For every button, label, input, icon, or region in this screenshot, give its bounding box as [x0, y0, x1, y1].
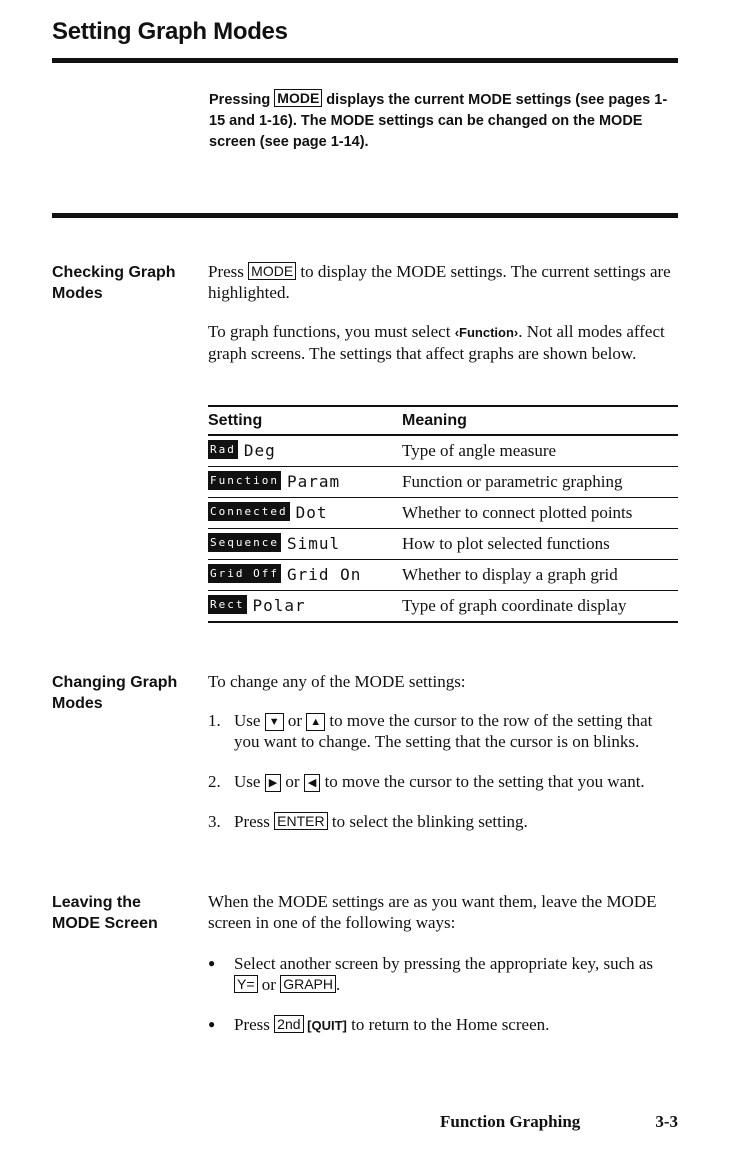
alternate-setting: Param [286, 472, 341, 491]
checking-heading: Checking Graph Modes [52, 264, 176, 302]
step-1: 1. Use ▼ or ▲ to move the cursor to the row of the setting that you want to change. The setting that the cursor is on blinks. [208, 711, 653, 751]
leaving-heading: Leaving the MODE Screen [52, 894, 158, 932]
bullet-icon: ● [208, 1017, 216, 1031]
leaving-intro: When the MODE settings are as you want them, leave the MODE screen in one of the following ways: [208, 892, 657, 932]
highlighted-setting: Sequence [208, 533, 281, 552]
function-selection: ‹Function› [454, 325, 519, 340]
step-3: 3. Press ENTER to select the blinking setting. [208, 812, 528, 831]
page-number: 3-3 [655, 1112, 678, 1131]
highlighted-setting: Grid Off [208, 564, 281, 583]
setting-meaning: Type of angle measure [402, 441, 557, 460]
setting-meaning: How to plot selected functions [402, 534, 610, 553]
y-equals-key: Y= [234, 975, 258, 993]
column-header-meaning: Meaning [402, 411, 467, 429]
changing-heading: Changing Graph Modes [52, 674, 178, 712]
alternate-setting: Deg [243, 441, 276, 460]
alternate-setting: Grid On [286, 565, 362, 584]
changing-intro: To change any of the MODE settings: [208, 672, 466, 691]
bullet-item: ● Select another screen by pressing the appropriate key, such as Y= or GRAPH . [208, 954, 654, 994]
table-row [208, 591, 678, 623]
enter-key: ENTER [274, 812, 327, 830]
section-rule [52, 213, 678, 218]
setting-meaning: Function or parametric graphing [402, 472, 623, 491]
settings-table [208, 405, 678, 623]
step-2: 2. Use ▶ or ◀ to move the cursor to the setting that you want. [208, 772, 645, 791]
column-header-setting: Setting [208, 411, 263, 429]
up-arrow-key: ▲ [306, 713, 325, 731]
highlighted-setting: Rect [208, 595, 247, 614]
quit-label: [QUIT] [303, 1018, 347, 1033]
intro-paragraph: Pressing MODE displays the current MODE settings (see pages 1-15 and 1-16). The MODE settings can be changed on the MODE screen (see page 1-14). [209, 90, 668, 150]
mode-key: MODE [274, 89, 322, 107]
highlighted-setting: Rad [208, 440, 238, 459]
left-arrow-key: ◀ [304, 774, 320, 792]
table-row [208, 529, 678, 560]
setting-meaning: Type of graph coordinate display [402, 596, 627, 615]
setting-meaning: Whether to display a graph grid [402, 565, 618, 584]
graph-key: GRAPH [280, 975, 336, 993]
footer-section-title: Function Graphing [440, 1112, 581, 1131]
mode-key: MODE [248, 262, 296, 280]
second-key: 2nd [274, 1015, 303, 1033]
setting-meaning: Whether to connect plotted points [402, 503, 633, 522]
highlighted-setting: Function [208, 471, 281, 490]
page-footer [440, 1112, 678, 1132]
alternate-setting: Simul [286, 534, 341, 553]
title-rule [52, 58, 678, 63]
table-row [208, 436, 678, 467]
checking-paragraph-1: Press MODE to display the MODE settings. The current settings are highlighted. [208, 262, 671, 302]
changing-steps [208, 710, 678, 851]
page-title: Setting Graph Modes [52, 18, 288, 45]
bullet-item: ● Press 2nd [QUIT] to return to the Home screen. [208, 1015, 550, 1034]
down-arrow-key: ▼ [265, 713, 284, 731]
alternate-setting: Dot [295, 503, 328, 522]
alternate-setting: Polar [252, 596, 306, 615]
table-row [208, 498, 678, 529]
right-arrow-key: ▶ [265, 774, 281, 792]
table-row [208, 560, 678, 591]
table-row [208, 467, 678, 498]
highlighted-setting: Connected [208, 502, 290, 521]
leaving-bullets [208, 953, 678, 1055]
bullet-icon: ● [208, 956, 216, 970]
checking-paragraph-2: To graph functions, you must select ‹Function›. Not all modes affect graph screens. The settings that affect graphs are shown below. [208, 322, 665, 363]
